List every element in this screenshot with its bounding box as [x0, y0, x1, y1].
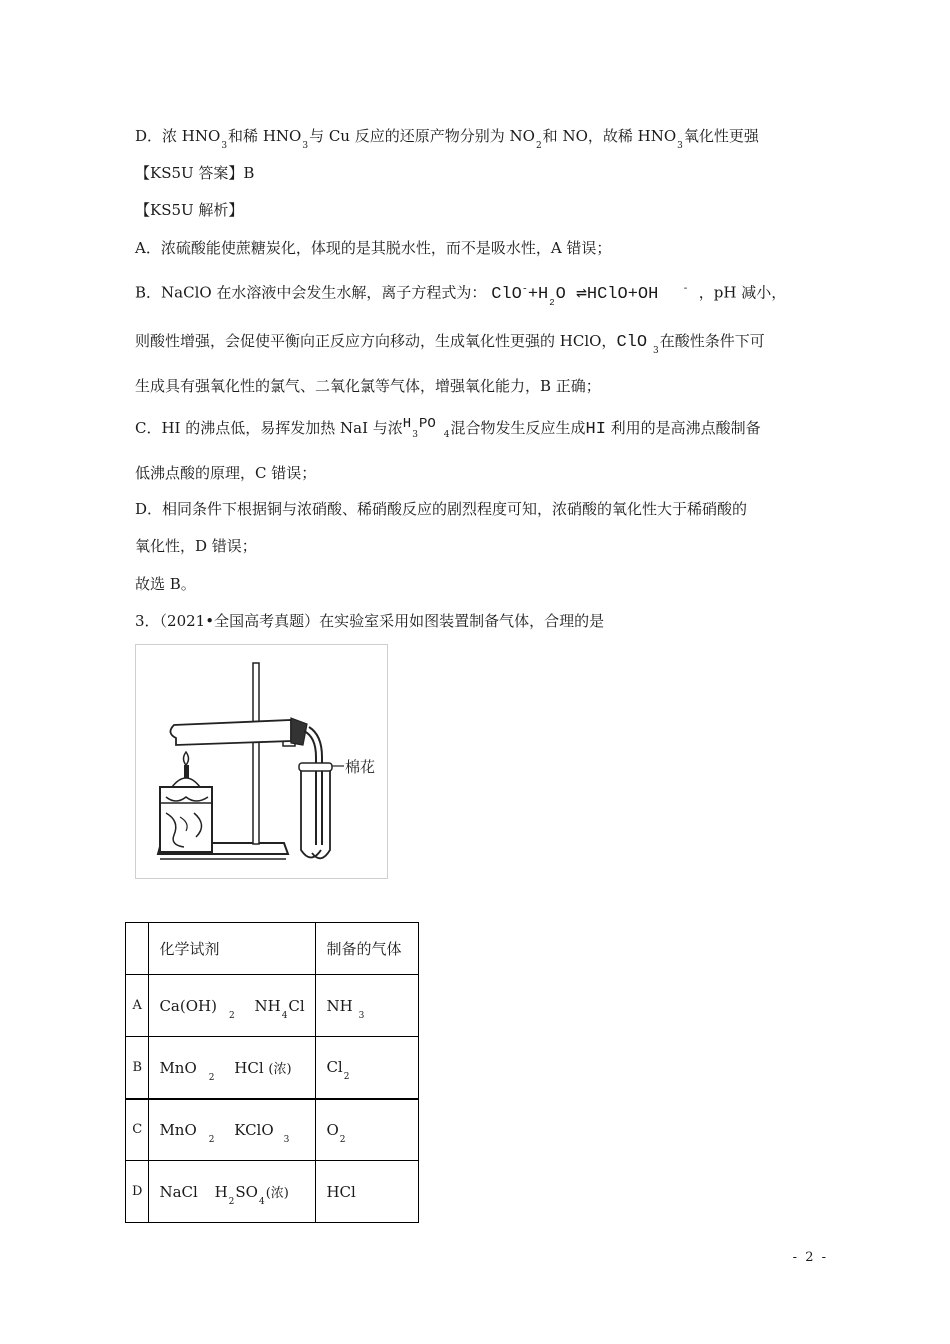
apparatus-figure — [135, 644, 388, 879]
row-label: C — [126, 1099, 149, 1161]
analysis-c-line2: 低沸点酸的原理，C 错误； — [135, 464, 317, 482]
question-3-stem: 3．（2021•全国高考真题）在实验室采用如图装置制备气体，合理的是 — [135, 612, 605, 630]
ion-equation: $ClO^-+H_2O$ ⇌HClO+OH - — [491, 283, 689, 308]
table-header-row — [126, 923, 419, 975]
reagent-cell: MnO$_2$ HCl (浓) — [149, 1037, 316, 1099]
gas-cell: $NH_3$ — [316, 975, 419, 1037]
analysis-b-line2: 则酸性增强，会促使平衡向正反应方向移动，生成氧化性更强的 HClO，ClO $_3$在酸性条件下可 — [135, 332, 765, 356]
analysis-c-line1: C．HI 的沸点低，易挥发加热 NaI 与浓$H_3PO_4$混合物发生反应生成HI 利用的是高沸点酸制备 — [135, 416, 761, 440]
reagent-cell: NaCl $H_2SO_4$(浓) — [149, 1161, 316, 1223]
analysis-b-line1: B．NaClO 在水溶液中会发生水解，离子方程式为： $ClO^-+H_2O$ ⇌HClO+OH - ，pH 减小， — [135, 283, 787, 308]
table-row — [126, 1037, 419, 1099]
table-row — [126, 1099, 419, 1161]
analysis-d-line1: D．相同条件下根据铜与浓硝酸、稀硝酸反应的剧烈程度可知，浓硝酸的氧化性大于稀硝酸的 — [135, 500, 748, 518]
option-d-statement: D．浓 $HNO_3$和稀 $HNO_3$与 Cu 反应的还原产物分别为 $NO_2$和 NO，故稀 $HNO_3$氧化性更强 — [135, 127, 759, 151]
gas-cell: HCl — [316, 1161, 419, 1223]
equilibrium-arrow: ⇌ — [576, 283, 587, 304]
reagent-table — [125, 922, 419, 1223]
reagent-cell: MnO$_2$ KClO$_3$ — [149, 1099, 316, 1161]
table-row — [126, 975, 419, 1037]
table-row — [126, 1161, 419, 1223]
gas-cell: $O_2$ — [316, 1099, 419, 1161]
analysis-b-line3: 生成具有强氧化性的氯气、二氧化氯等气体，增强氧化能力，B 正确； — [135, 377, 601, 395]
header-gas: 制备的气体 — [316, 923, 419, 975]
gas-cell: $Cl_2$ — [316, 1037, 419, 1099]
reagent-cell: $Ca(OH)_2$ $NH_4Cl$ — [149, 975, 316, 1037]
header-reagent: 化学试剂 — [149, 923, 316, 975]
cotton-label: 棉花 — [345, 758, 376, 776]
analysis-heading: 【KS5U 解析】 — [135, 201, 244, 219]
answer-line: 【KS5U 答案】B — [135, 164, 255, 182]
row-label: D — [126, 1161, 149, 1223]
analysis-a: A．浓硫酸能使蔗糖炭化，体现的是其脱水性，而不是吸水性，A 错误； — [135, 239, 612, 257]
page-number: - 2 - — [792, 1250, 828, 1265]
row-label: A — [126, 975, 149, 1037]
analysis-d-line2: 氧化性，D 错误； — [135, 537, 257, 555]
row-label: B — [126, 1037, 149, 1099]
conclusion-line: 故选 B。 — [135, 575, 196, 593]
